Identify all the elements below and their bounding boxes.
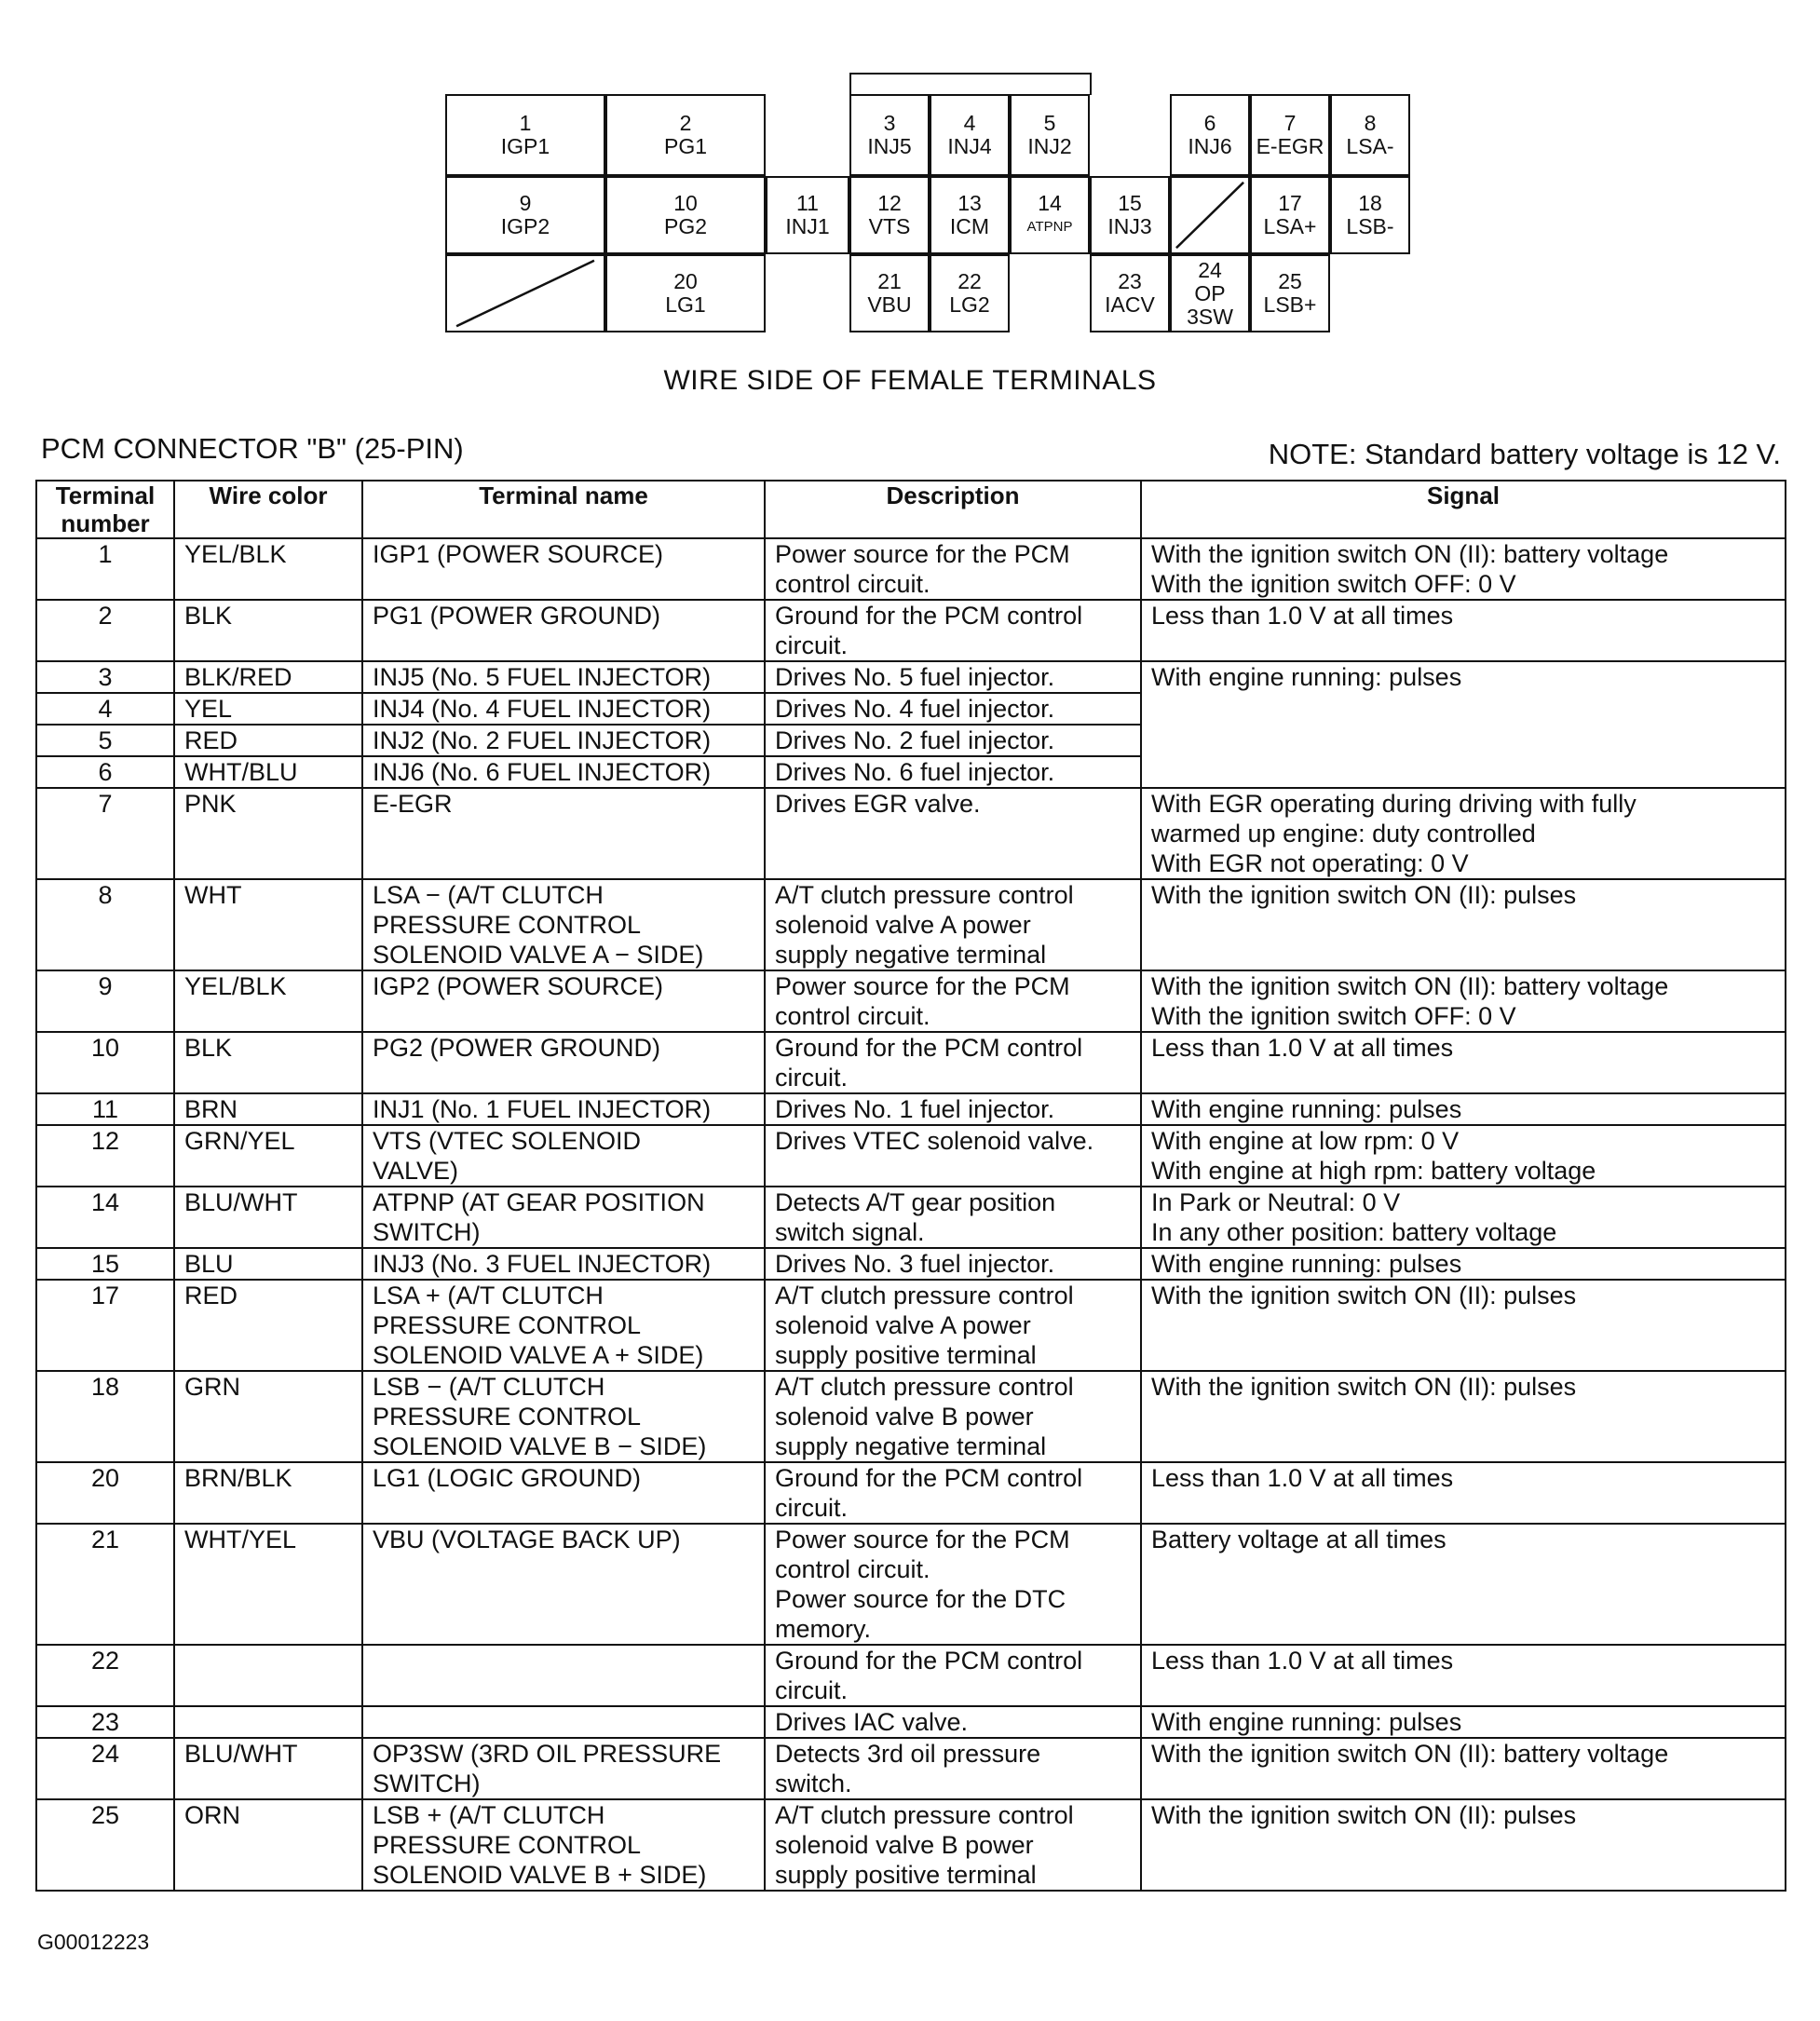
terminal-number-cell: 15 (36, 1248, 174, 1280)
blank-pin-16 (445, 254, 605, 332)
terminal-name-cell: IGP2 (POWER SOURCE) (362, 970, 765, 1032)
pin-table (35, 480, 1786, 1892)
pin-number: 24 (1198, 257, 1222, 282)
figure-code: G00012223 (37, 1930, 150, 1954)
terminal-name-cell: PG2 (POWER GROUND) (362, 1032, 765, 1093)
terminal-name-cell: INJ3 (No. 3 FUEL INJECTOR) (362, 1248, 765, 1280)
pin-label: LSB- (1346, 214, 1394, 238)
table-row (36, 1187, 1786, 1248)
terminal-name-cell: LG1 (LOGIC GROUND) (362, 1462, 765, 1524)
signal-cell: With the ignition switch ON (II): battery voltage With the ignition switch OFF: 0 V (1141, 538, 1786, 600)
wire-color-cell: RED (174, 1280, 362, 1371)
terminal-name-cell: LSB + (A/T CLUTCH PRESSURE CONTROL SOLENOID VALVE B + SIDE) (362, 1799, 765, 1891)
table-row (36, 1371, 1786, 1462)
terminal-number-cell: 5 (36, 725, 174, 756)
wire-color-cell: BLU/WHT (174, 1187, 362, 1248)
wire-color-cell (174, 1645, 362, 1706)
connector-pin-15 (1090, 176, 1170, 254)
table-row (36, 970, 1786, 1032)
connector-pin-21 (849, 254, 930, 332)
connector-pin-3 (849, 94, 930, 176)
connector-title: PCM CONNECTOR "B" (25-PIN) (41, 432, 464, 465)
wire-side-caption: WIRE SIDE OF FEMALE TERMINALS (663, 365, 1157, 396)
wire-color-cell: YEL/BLK (174, 970, 362, 1032)
terminal-name-cell: INJ1 (No. 1 FUEL INJECTOR) (362, 1093, 765, 1125)
pin-label: INJ1 (785, 214, 830, 238)
connector-pin-4 (930, 94, 1010, 176)
terminal-name-cell: INJ4 (No. 4 FUEL INJECTOR) (362, 693, 765, 725)
wire-color-cell: BLK (174, 1032, 362, 1093)
pin-label: PG2 (663, 214, 708, 238)
wire-color-cell (174, 1706, 362, 1738)
terminal-number-cell: 3 (36, 661, 174, 693)
table-row (36, 1645, 1786, 1706)
pin-label: IGP2 (500, 214, 550, 238)
terminal-number-cell: 14 (36, 1187, 174, 1248)
table-row (36, 1706, 1786, 1738)
description-cell: Drives EGR valve. (765, 788, 1141, 879)
header-terminal-name: Terminal name (362, 481, 765, 538)
pin-label: LG2 (949, 292, 990, 317)
signal-cell: With the ignition switch ON (II): battery voltage With the ignition switch OFF: 0 V (1141, 970, 1786, 1032)
pin-label: IGP1 (500, 134, 550, 158)
terminal-name-cell: VBU (VOLTAGE BACK UP) (362, 1524, 765, 1645)
table-row (36, 661, 1786, 693)
table-row (36, 1032, 1786, 1093)
connector-key-tab (849, 73, 1092, 95)
description-cell: Ground for the PCM control circuit. (765, 1032, 1141, 1093)
terminal-number-cell: 12 (36, 1125, 174, 1187)
pin-number: 11 (796, 191, 819, 215)
pin-label: INJ3 (1107, 214, 1152, 238)
connector-pin-25 (1250, 254, 1330, 332)
terminal-name-cell: LSA − (A/T CLUTCH PRESSURE CONTROL SOLENOID VALVE A − SIDE) (362, 879, 765, 970)
pin-label: IACV (1105, 292, 1155, 317)
pin-label: LG1 (665, 292, 706, 317)
table-row (36, 1093, 1786, 1125)
terminal-number-cell: 1 (36, 538, 174, 600)
wire-color-cell: RED (174, 725, 362, 756)
table-row (36, 1738, 1786, 1799)
description-cell: Detects 3rd oil pressure switch. (765, 1738, 1141, 1799)
terminal-number-cell: 23 (36, 1706, 174, 1738)
connector-pin-18 (1330, 176, 1410, 254)
description-cell: A/T clutch pressure control solenoid valve B power supply positive terminal (765, 1799, 1141, 1891)
voltage-note: NOTE: Standard battery voltage is 12 V. (1268, 438, 1781, 470)
connector-pin-10 (605, 176, 766, 254)
connector-diagram (445, 71, 1414, 333)
blank-pin-19 (1170, 176, 1250, 254)
pin-number: 15 (1118, 191, 1142, 215)
connector-pin-17 (1250, 176, 1330, 254)
wire-color-cell: ORN (174, 1799, 362, 1891)
pin-number: 5 (1043, 111, 1056, 135)
description-cell: Detects A/T gear position switch signal. (765, 1187, 1141, 1248)
pin-label: INJ5 (867, 134, 912, 158)
connector-pin-12 (849, 176, 930, 254)
signal-cell: In Park or Neutral: 0 V In any other position: battery voltage (1141, 1187, 1786, 1248)
wire-color-cell: WHT (174, 879, 362, 970)
connector-pin-13 (930, 176, 1010, 254)
header-description: Description (765, 481, 1141, 538)
wire-color-cell: BRN (174, 1093, 362, 1125)
table-row (36, 538, 1786, 600)
pin-number: 14 (1038, 191, 1062, 215)
signal-cell: Battery voltage at all times (1141, 1524, 1786, 1645)
terminal-number-cell: 17 (36, 1280, 174, 1371)
pin-label: ATPNP (1026, 219, 1073, 235)
pin-label: E-EGR (1256, 134, 1324, 158)
terminal-name-cell: VTS (VTEC SOLENOID VALVE) (362, 1125, 765, 1187)
pin-number: 17 (1278, 191, 1302, 215)
connector-pin-20 (605, 254, 766, 332)
description-cell: Drives No. 4 fuel injector. (765, 693, 1141, 725)
signal-cell: With engine running: pulses (1141, 1248, 1786, 1280)
description-cell: Drives No. 6 fuel injector. (765, 756, 1141, 788)
terminal-number-cell: 8 (36, 879, 174, 970)
connector-pin-5 (1010, 94, 1090, 176)
table-row (36, 1125, 1786, 1187)
connector-pin-23 (1090, 254, 1170, 332)
table-row (36, 788, 1786, 879)
pin-label: OP 3SW (1187, 280, 1233, 329)
pin-number: 23 (1118, 269, 1142, 293)
signal-cell: With engine running: pulses (1141, 661, 1786, 788)
pin-number: 6 (1203, 111, 1216, 135)
pin-number: 20 (673, 269, 698, 293)
terminal-number-cell: 18 (36, 1371, 174, 1462)
terminal-name-cell: ATPNP (AT GEAR POSITION SWITCH) (362, 1187, 765, 1248)
signal-cell: With engine running: pulses (1141, 1706, 1786, 1738)
wire-color-cell: BLU (174, 1248, 362, 1280)
table-row (36, 1280, 1786, 1371)
pin-number: 4 (963, 111, 976, 135)
terminal-name-cell: INJ2 (No. 2 FUEL INJECTOR) (362, 725, 765, 756)
connector-pin-6 (1170, 94, 1250, 176)
terminal-name-cell: LSA + (A/T CLUTCH PRESSURE CONTROL SOLENOID VALVE A + SIDE) (362, 1280, 765, 1371)
signal-cell: Less than 1.0 V at all times (1141, 1032, 1786, 1093)
pin-label: VBU (867, 292, 912, 317)
wire-color-cell: WHT/BLU (174, 756, 362, 788)
terminal-name-cell: INJ5 (No. 5 FUEL INJECTOR) (362, 661, 765, 693)
wire-color-cell: WHT/YEL (174, 1524, 362, 1645)
description-cell: Drives No. 2 fuel injector. (765, 725, 1141, 756)
table-row (36, 1799, 1786, 1891)
pin-label: PG1 (663, 134, 708, 158)
table-row (36, 600, 1786, 661)
connector-pin-24 (1170, 254, 1250, 332)
table-row (36, 1524, 1786, 1645)
connector-pin-22 (930, 254, 1010, 332)
pin-number: 13 (958, 191, 982, 215)
terminal-number-cell: 10 (36, 1032, 174, 1093)
terminal-number-cell: 11 (36, 1093, 174, 1125)
connector-pin-7 (1250, 94, 1330, 176)
pin-number: 25 (1278, 269, 1302, 293)
pin-label: LSA+ (1263, 214, 1317, 238)
description-cell: A/T clutch pressure control solenoid valve B power supply negative terminal (765, 1371, 1141, 1462)
pin-number: 12 (877, 191, 902, 215)
table-row (36, 879, 1786, 970)
pin-number: 8 (1364, 111, 1377, 135)
description-cell: Ground for the PCM control circuit. (765, 1645, 1141, 1706)
pin-number: 2 (679, 111, 692, 135)
pin-number: 3 (883, 111, 896, 135)
description-cell: Ground for the PCM control circuit. (765, 1462, 1141, 1524)
wire-color-cell: BLU/WHT (174, 1738, 362, 1799)
connector-pin-8 (1330, 94, 1410, 176)
terminal-number-cell: 24 (36, 1738, 174, 1799)
signal-cell: With EGR operating during driving with fully warmed up engine: duty controlled With EGR not operating: 0 V (1141, 788, 1786, 879)
connector-pin-1 (445, 94, 605, 176)
description-cell: A/T clutch pressure control solenoid valve A power supply negative terminal (765, 879, 1141, 970)
connector-pin-11 (766, 176, 849, 254)
header-signal: Signal (1141, 481, 1786, 538)
description-cell: Drives IAC valve. (765, 1706, 1141, 1738)
pin-label: LSA- (1346, 134, 1394, 158)
description-cell: Power source for the PCM control circuit. (765, 970, 1141, 1032)
table-header-row (36, 481, 1786, 538)
pin-number: 9 (519, 191, 532, 215)
signal-cell: With the ignition switch ON (II): pulses (1141, 1280, 1786, 1371)
wire-color-cell: YEL/BLK (174, 538, 362, 600)
terminal-number-cell: 21 (36, 1524, 174, 1645)
description-cell: Power source for the PCM control circuit. (765, 538, 1141, 600)
pin-number: 1 (519, 111, 532, 135)
table-row (36, 1462, 1786, 1524)
terminal-name-cell: PG1 (POWER GROUND) (362, 600, 765, 661)
terminal-name-cell: E-EGR (362, 788, 765, 879)
signal-cell: Less than 1.0 V at all times (1141, 1645, 1786, 1706)
terminal-name-cell: INJ6 (No. 6 FUEL INJECTOR) (362, 756, 765, 788)
signal-cell: With engine at low rpm: 0 V With engine at high rpm: battery voltage (1141, 1125, 1786, 1187)
terminal-number-cell: 9 (36, 970, 174, 1032)
terminal-name-cell (362, 1645, 765, 1706)
wire-color-cell: BLK (174, 600, 362, 661)
terminal-number-cell: 20 (36, 1462, 174, 1524)
signal-cell: Less than 1.0 V at all times (1141, 600, 1786, 661)
connector-pin-2 (605, 94, 766, 176)
pin-label: ICM (949, 214, 990, 238)
description-cell: Drives No. 1 fuel injector. (765, 1093, 1141, 1125)
description-cell: Drives No. 3 fuel injector. (765, 1248, 1141, 1280)
terminal-number-cell: 7 (36, 788, 174, 879)
terminal-number-cell: 22 (36, 1645, 174, 1706)
pin-number: 22 (958, 269, 982, 293)
description-cell: Power source for the PCM control circuit. Power source for the DTC memory. (765, 1524, 1141, 1645)
pin-label: INJ6 (1188, 134, 1232, 158)
terminal-name-cell: IGP1 (POWER SOURCE) (362, 538, 765, 600)
signal-cell: With the ignition switch ON (II): battery voltage (1141, 1738, 1786, 1799)
terminal-name-cell: OP3SW (3RD OIL PRESSURE SWITCH) (362, 1738, 765, 1799)
header-wire-color: Wire color (174, 481, 362, 538)
terminal-name-cell (362, 1706, 765, 1738)
wire-color-cell: YEL (174, 693, 362, 725)
signal-cell: With the ignition switch ON (II): pulses (1141, 1799, 1786, 1891)
header-terminal-number: Terminal number (36, 481, 174, 538)
terminal-name-cell: LSB − (A/T CLUTCH PRESSURE CONTROL SOLENOID VALVE B − SIDE) (362, 1371, 765, 1462)
description-cell: A/T clutch pressure control solenoid valve A power supply positive terminal (765, 1280, 1141, 1371)
connector-pin-14 (1010, 176, 1090, 254)
terminal-number-cell: 25 (36, 1799, 174, 1891)
wire-color-cell: GRN (174, 1371, 362, 1462)
signal-cell: With the ignition switch ON (II): pulses (1141, 1371, 1786, 1462)
pin-number: 18 (1358, 191, 1382, 215)
connector-pin-9 (445, 176, 605, 254)
wire-color-cell: PNK (174, 788, 362, 879)
pin-number: 7 (1284, 111, 1297, 135)
description-cell: Drives No. 5 fuel injector. (765, 661, 1141, 693)
signal-cell: With engine running: pulses (1141, 1093, 1786, 1125)
signal-cell: With the ignition switch ON (II): pulses (1141, 879, 1786, 970)
description-cell: Ground for the PCM control circuit. (765, 600, 1141, 661)
pin-number: 10 (673, 191, 698, 215)
pin-label: VTS (868, 214, 911, 238)
terminal-number-cell: 2 (36, 600, 174, 661)
table-row (36, 1248, 1786, 1280)
signal-cell: Less than 1.0 V at all times (1141, 1462, 1786, 1524)
wire-color-cell: GRN/YEL (174, 1125, 362, 1187)
pin-label: INJ2 (1027, 134, 1072, 158)
terminal-number-cell: 6 (36, 756, 174, 788)
wire-color-cell: BLK/RED (174, 661, 362, 693)
pin-number: 21 (877, 269, 902, 293)
terminal-number-cell: 4 (36, 693, 174, 725)
description-cell: Drives VTEC solenoid valve. (765, 1125, 1141, 1187)
wire-color-cell: BRN/BLK (174, 1462, 362, 1524)
pin-label: INJ4 (947, 134, 992, 158)
pin-label: LSB+ (1263, 292, 1317, 317)
